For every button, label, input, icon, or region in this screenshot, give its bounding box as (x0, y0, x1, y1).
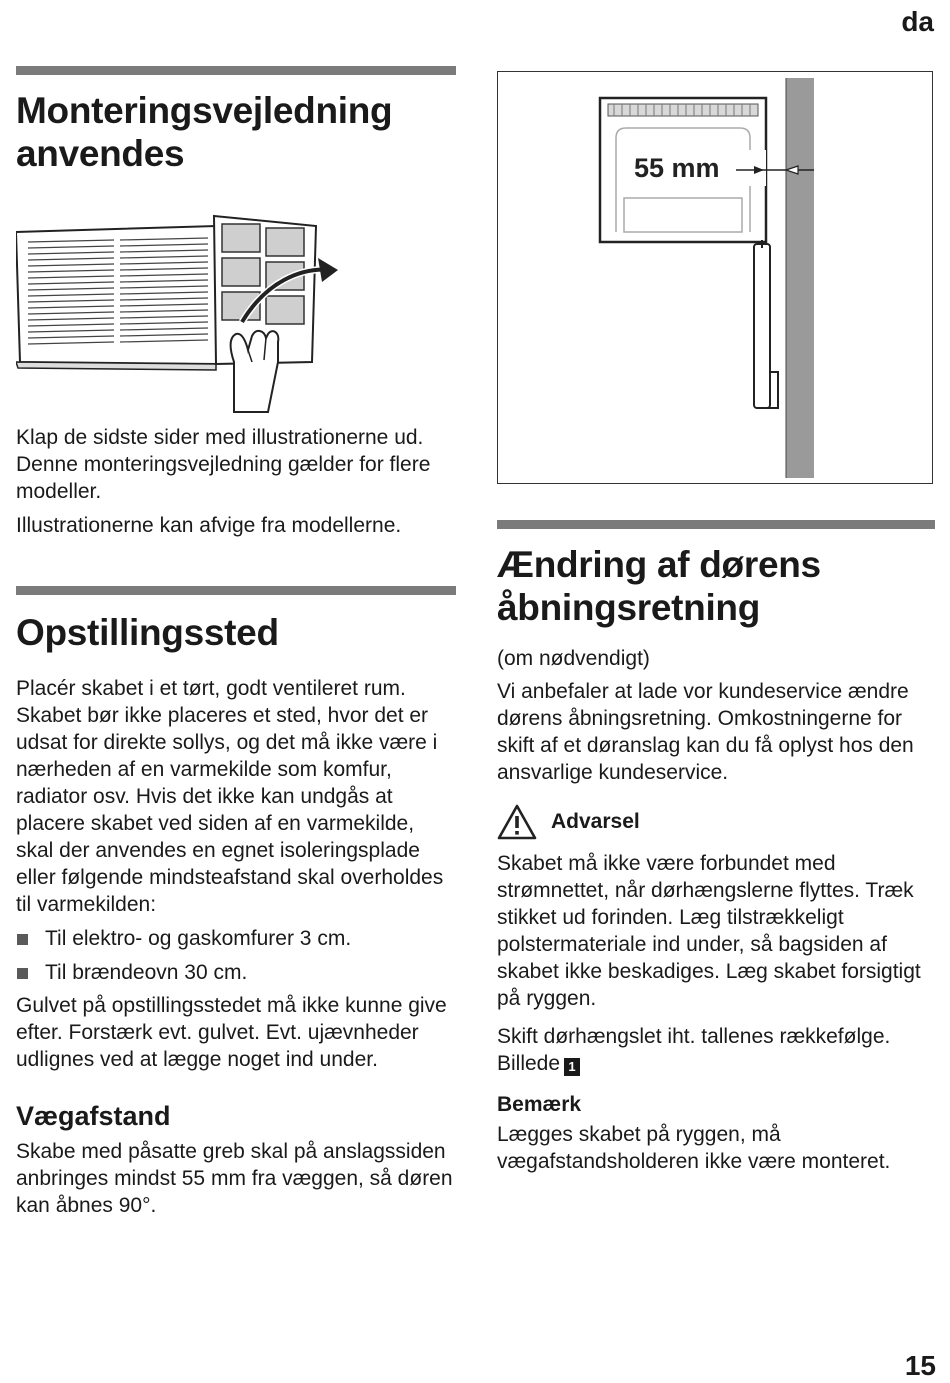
mounting-paragraph-2: Illustrationerne kan afvige fra modellerne. (16, 514, 402, 537)
dimension-label: 55 mm (634, 153, 720, 183)
warning-title: Advarsel (551, 810, 640, 833)
figure-reference: 1 (564, 1058, 580, 1076)
section-divider (16, 66, 456, 75)
note-title: Bemærk (497, 1093, 582, 1116)
section-divider (497, 520, 935, 529)
section-location (16, 586, 456, 1219)
list-item: Til brændeovn 30 cm. (16, 959, 456, 986)
section-divider (16, 586, 456, 595)
mounting-body (16, 424, 456, 539)
mounting-paragraph-1: Klap de sidste sider med illustrationerne ud. Denne monteringsvejledning gælder for flere modeller. (16, 426, 431, 503)
page-number: 15 (904, 1350, 936, 1381)
language-code: da (901, 6, 934, 37)
warning-header (497, 804, 937, 840)
bullet-square-icon (17, 968, 28, 979)
door-paragraph-2: Skift dørhængslet iht. tallenes rækkefølge. Billede 1 (497, 1025, 891, 1075)
door-subtitle: (om nødvendigt) (497, 647, 650, 670)
list-item: Til elektro- og gaskomfurer 3 cm. (16, 925, 456, 952)
wall-distance-figure (497, 71, 933, 484)
bullet-square-icon (17, 934, 28, 945)
wall-distance-paragraph: Skabe med påsatte greb skal på anslagssiden anbringes mindst 55 mm fra væggen, så døren kan åbnes 90°. (16, 1140, 453, 1217)
wall-distance-title: Vægafstand (16, 1101, 171, 1131)
distance-list (16, 925, 456, 986)
section-door (497, 520, 937, 1175)
mounting-title: Monteringsvejledning anvendes (16, 90, 393, 174)
door-paragraph-1: Vi anbefaler at lade vor kundeservice ændre dørens åbningsretning. Omkostningerne for skift af et døranslag kan du få oplyst hos den ansvarlige kundeservice. (497, 680, 914, 784)
warning-triangle-icon (497, 804, 537, 840)
warning-text: Skabet må ikke være forbundet med strømnettet, når dørhængslerne flyttes. Træk stikket ud forinden. Læg tilstrækkeligt polstermateriale ind under, så bagsiden af skabet ikke beskadiges. Læg skabet forsigtigt på ryggen. (497, 852, 921, 1010)
location-paragraph-1: Placér skabet i et tørt, godt ventileret rum. Skabet bør ikke placeres et sted, hvor det er udsat for direkte sollys, og det må ikke være i nærheden af en varmekilde som komfur, radiator osv. Hvis det ikke kan undgås at placere skabet ved siden af en varmekilde, skal der anvendes en egnet isoleringsplade eller følgende mindsteafstand skal overholdes til varmekilden: (16, 677, 444, 916)
section-mounting (16, 66, 456, 175)
location-paragraph-2: Gulvet på opstillingsstedet må ikke kunne give efter. Forstærk evt. gulvet. Evt. ujævnheder udlignes ved at lægge noget ind under. (16, 994, 447, 1071)
note-text: Lægges skabet på ryggen, må vægafstandsholderen ikke være monteret. (497, 1123, 891, 1173)
location-title: Opstillingssted (16, 612, 279, 653)
door-title: Ændring af dørens åbningsretning (497, 544, 821, 628)
manual-illustration (16, 212, 346, 417)
